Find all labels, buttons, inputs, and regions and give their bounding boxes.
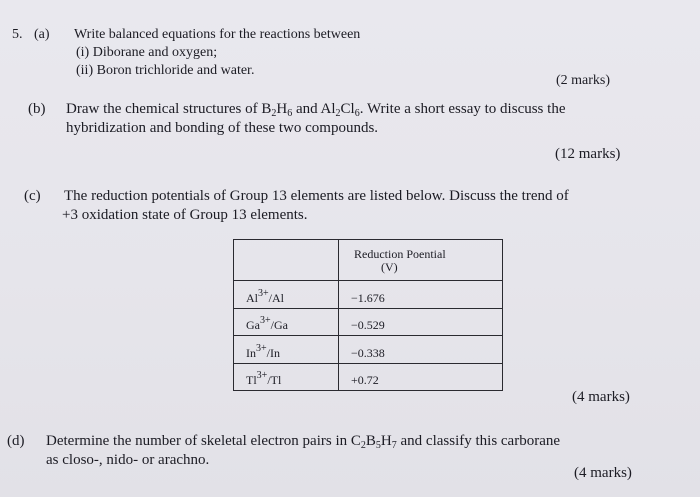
potential-cell: −1.676 <box>339 281 503 309</box>
table-header-cell <box>339 240 503 281</box>
potential-cell: +0.72 <box>339 363 503 391</box>
part-a-item1: (i) Diborane and oxygen; <box>76 45 218 60</box>
part-d-line2: as closo-, nido- or arachno. <box>46 452 210 468</box>
couple-cell: $In^{3+}/In$ <box>234 336 339 364</box>
part-c-label: (c) <box>24 188 41 204</box>
couple-cell: $Tl^{3+}/Tl$ <box>234 363 339 391</box>
part-d-label: (d) <box>7 433 25 449</box>
part-a-line1: Write balanced equations for the reactions between <box>74 27 361 42</box>
part-b-line1: Draw the chemical structures of $B_2H_6$ and $Al_2Cl_6$. Write a short essay to discuss the <box>66 101 566 119</box>
table-header-row <box>234 240 503 281</box>
reduction-potential-table <box>233 239 503 391</box>
part-c-line1: The reduction potentials of Group 13 elements are listed below. Discuss the trend of <box>64 188 569 204</box>
table-row <box>234 336 503 364</box>
potential-cell: −0.338 <box>339 336 503 364</box>
question-number: 5. <box>12 27 23 42</box>
part-b-marks: (12 marks) <box>555 146 621 162</box>
part-c-line2: +3 oxidation state of Group 13 elements. <box>62 207 308 223</box>
table-header-blank <box>234 240 339 281</box>
part-a-item2: (ii) Boron trichloride and water. <box>76 63 255 78</box>
table-row <box>234 363 503 391</box>
part-d-marks: (4 marks) <box>574 465 632 481</box>
table-header-line1: Reduction Poential <box>354 247 446 261</box>
table-row <box>234 308 503 336</box>
couple-cell: $Al^{3+}/Al$ <box>234 281 339 309</box>
part-b-line2: hybridization and bonding of these two compounds. <box>66 120 379 136</box>
part-c-marks: (4 marks) <box>572 389 630 405</box>
table-row <box>234 281 503 309</box>
part-d-line1: Determine the number of skeletal electron pairs in $C_2B_5H_7$ and classify this carborane <box>46 433 561 451</box>
part-a-label: (a) <box>34 27 50 42</box>
part-a-marks: (2 marks) <box>556 73 611 88</box>
potential-cell: −0.529 <box>339 308 503 336</box>
part-b-label: (b) <box>28 101 46 117</box>
couple-cell: $Ga^{3+}/Ga$ <box>234 308 339 336</box>
table-header-line2: (V) <box>381 260 398 274</box>
